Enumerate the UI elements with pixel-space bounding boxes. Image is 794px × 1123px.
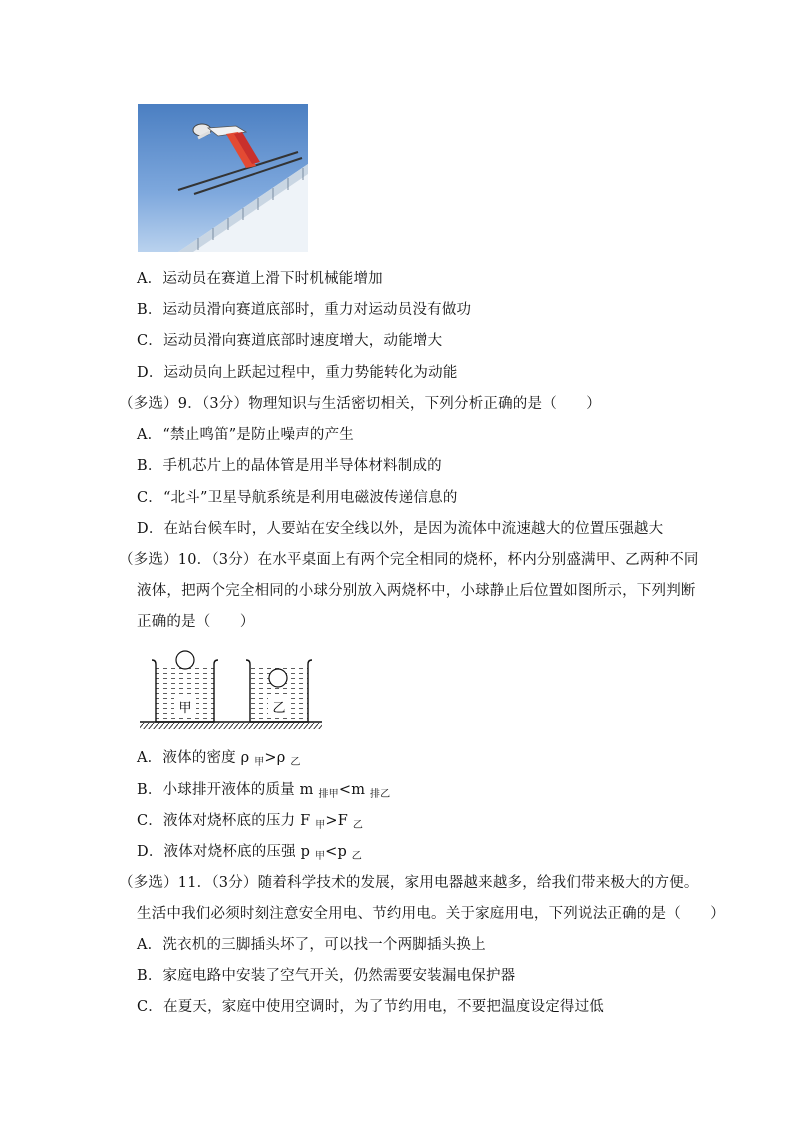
q8-option-d: D．运动员向上跃起过程中，重力势能转化为动能 — [137, 365, 458, 381]
q10-option-c-sub1: 甲 — [315, 820, 326, 831]
q10-option-b-sub2: 排乙 — [369, 789, 391, 800]
q9-option-c: C．“北斗”卫星导航系统是利用电磁波传递信息的 — [137, 490, 458, 506]
q11-option-a: A．洗衣机的三脚插头坏了，可以找一个两脚插头换上 — [137, 937, 486, 953]
q10-option-b — [137, 780, 390, 805]
q10-option-b-mid: <m — [338, 782, 370, 798]
q10-option-b-text: B．小球排开液体的质量 m — [137, 782, 319, 798]
q10-option-d-sub2: 乙 — [351, 851, 362, 862]
q9-option-b: B．手机芯片上的晶体管是用半导体材料制成的 — [137, 458, 442, 474]
q10-option-a-mid: >ρ — [264, 750, 291, 766]
q9-option-d: D．在站台候车时，人要站在安全线以外，是因为流体中流速越大的位置压强越大 — [137, 521, 664, 537]
ball-right — [269, 669, 287, 687]
q10-option-a-sub2: 乙 — [290, 757, 301, 768]
q10-option-d — [137, 842, 362, 867]
beaker-right-label: 乙 — [272, 701, 286, 716]
q11-option-c: C．在夏天，家庭中使用空调时，为了节约用电，不要把温度设定得过低 — [137, 999, 604, 1015]
q10-option-c-sub2: 乙 — [352, 820, 364, 831]
q9-stem: （多选）9．（3分）物理知识与生活密切相关，下列分析正确的是（ ） — [119, 396, 601, 412]
q9-option-a: A．“禁止鸣笛”是防止噪声的产生 — [137, 427, 354, 443]
q10-option-c-text: C．液体对烧杯底的压力 F — [137, 813, 316, 829]
q8-option-a: A．运动员在赛道上滑下时机械能增加 — [137, 271, 383, 287]
beaker-left-label: 甲 — [178, 701, 192, 716]
q8-option-b: B．运动员滑向赛道底部时，重力对运动员没有做功 — [137, 302, 472, 318]
q10-option-c — [137, 811, 363, 836]
ski-jumper-photo-icon — [138, 104, 308, 252]
q10-option-b-sub1: 排甲 — [318, 789, 339, 800]
q11-stem-line-1: （多选）11．（3分）随着科学技术的发展，家用电器越来越多，给我们带来极大的方便。 — [119, 875, 699, 891]
q10-option-a — [137, 748, 301, 773]
q10-stem-line-1: （多选）10．（3分）在水平桌面上有两个完全相同的烧杯，杯内分别盛满甲、乙两种不同 — [119, 552, 699, 568]
q10-option-d-sub1: 甲 — [314, 851, 326, 862]
q11-stem-line-2: 生活中我们必须时刻注意安全用电、节约用电。关于家庭用电，下列说法正确的是（ ） — [137, 906, 725, 922]
ball-left — [176, 651, 194, 669]
q8-option-c: C．运动员滑向赛道底部时速度增大，动能增大 — [137, 333, 443, 349]
q10-option-c-mid: >F — [325, 813, 353, 829]
q10-option-a-sub1: 甲 — [254, 757, 265, 768]
q10-option-a-text: A．液体的密度 ρ — [137, 750, 255, 766]
q11-option-b: B．家庭电路中安装了空气开关，仍然需要安装漏电保护器 — [137, 968, 516, 984]
q10-option-d-mid: <p — [325, 844, 352, 860]
q10-stem-line-3: 正确的是（ ） — [137, 614, 255, 630]
q10-option-d-text: D．液体对烧杯底的压强 p — [137, 844, 315, 860]
beakers-diagram — [138, 646, 324, 730]
q10-stem-line-2: 液体，把两个完全相同的小球分别放入两烧杯中，小球静止后位置如图所示，下列判断 — [137, 583, 696, 599]
